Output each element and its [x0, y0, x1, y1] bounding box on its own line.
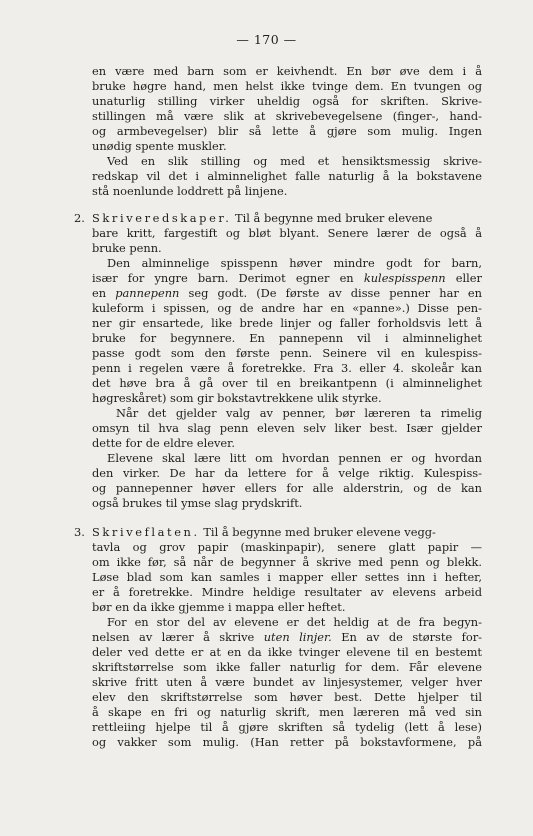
text-line: unødig spente muskler. [92, 139, 227, 153]
text-line: penn i regelen være å foretrekke. Fra 3. eller 4. skoleår kan [92, 361, 482, 375]
page-number: — 170 — [236, 32, 297, 47]
text-run: Til å begynne med bruker elevene [231, 211, 433, 225]
text-line: Når det gjelder valg av penner, bør læreren ta rimelig [116, 406, 482, 420]
emphasis: uten linjer. [263, 630, 332, 644]
section-heading: Skriveflaten. [92, 525, 200, 539]
text-run: Til å begynne med bruker elevene vegg- [199, 525, 436, 539]
text-line: å skape en fri og naturlig skrift, men læreren må ved sin [92, 705, 482, 719]
text-line: bruke høgre hand, men helst ikke tvinge dem. En tvungen og [92, 79, 482, 93]
text-line: passe godt som den første penn. Seinere vil en kulespiss- [92, 346, 482, 360]
text-line: ner gir ensartede, like brede linjer og faller forholdsvis lett å [92, 316, 482, 330]
text-line: en være med barn som er keivhendt. En bør øve dem i å [92, 64, 482, 78]
text-line: bruke penn. [92, 241, 162, 255]
text-line: rettleiing hjelpe til å gjøre skriften så tydelig (lett å lese) [92, 720, 482, 734]
text-line [92, 287, 482, 300]
section-number: 2. [74, 211, 85, 225]
text-line: stillingen må være slik at skrivebevegelsene (finger-, hand- [92, 109, 482, 123]
text-line: tavla og grov papir (maskinpapir), senere glatt papir — [92, 540, 482, 554]
text-line: deler ved dette er at en da ikke tvinger elevene til en bestemt [92, 645, 482, 659]
text-line: stå noenlunde loddrett på linjene. [92, 184, 288, 198]
text-line: Den alminnelige spisspenn høver mindre godt for barn, [107, 256, 482, 270]
text-run: seg godt. (De første av disse penner har en [179, 286, 482, 300]
text-line: bruke for begynnere. En pannepenn vil i alminnelighet [92, 331, 482, 345]
text-line: og vakker som mulig. (Han retter på bokstavformene, på [92, 735, 482, 749]
text-line: elev den skriftstørrelse som høver best. Dette hjelper til [92, 690, 482, 704]
text-line: kuleform i spissen, og de andre har en «panne».) Disse pen- [92, 301, 482, 315]
text-run: især for yngre barn. Derimot egner en [92, 271, 364, 285]
text-run: eller [445, 271, 482, 285]
emphasis: kulespisspenn [363, 271, 446, 285]
text-line: og pannepenner høver ellers for alle alderstrin, og de kan [92, 481, 482, 495]
text-line: Løse blad som kan samles i mapper eller settes inn i hefter, [92, 570, 482, 584]
section-heading-line [92, 212, 482, 225]
text-line [92, 272, 482, 285]
text-line: For en stor del av elevene er det heldig at de fra begyn- [107, 615, 482, 629]
text-run: En av de største for- [331, 630, 482, 644]
text-line: bør en da ikke gjemme i mappa eller heftet. [92, 600, 346, 614]
text-run: nelsen av lærer å skrive [92, 630, 264, 644]
section-heading: Skriveredskaper. [92, 211, 232, 225]
text-line: og armbevegelser) blir så lette å gjøre som mulig. Ingen [92, 124, 482, 138]
text-line: omsyn til hva slag penn eleven selv liker best. Især gjelder [92, 421, 482, 435]
text-line: er å foretrekke. Mindre heldige resultater av elevens arbeid [92, 585, 482, 599]
text-run: en [92, 286, 116, 300]
section-number: 3. [74, 525, 85, 539]
text-line: unaturlig stilling virker uheldig også for skriften. Skrive- [92, 94, 482, 108]
text-line: skrive fritt uten å være bundet av linjesystemer, velger hver [92, 675, 482, 689]
text-line: Elevene skal lære litt om hvordan pennen er og hvordan [107, 451, 482, 465]
text-line: om ikke før, så når de begynner å skrive med penn og blekk. [92, 555, 482, 569]
text-line: høgreskåret) som gir bokstavtrekkene ulik styrke. [92, 391, 382, 405]
section-heading-line [92, 526, 482, 539]
text-line: redskap vil det i alminnelighet falle naturlig å la bokstavene [92, 169, 482, 183]
text-line: bare kritt, fargestift og bløt blyant. Senere lærer de også å [92, 226, 482, 240]
emphasis: pannepenn [115, 286, 180, 300]
text-line: dette for de eldre elever. [92, 436, 235, 450]
text-line: den virker. De har da lettere for å velge riktig. Kulespiss- [92, 466, 482, 480]
text-line: Ved en slik stilling og med et hensiktsmessig skrive- [107, 154, 482, 168]
text-line: også brukes til ymse slag prydskrift. [92, 496, 303, 510]
text-line: det høve bra å gå over til en breikantpenn (i alminnelighet [92, 376, 482, 390]
text-line [92, 631, 482, 644]
text-line: skriftstørrelse som ikke faller naturlig for dem. Får elevene [92, 660, 482, 674]
